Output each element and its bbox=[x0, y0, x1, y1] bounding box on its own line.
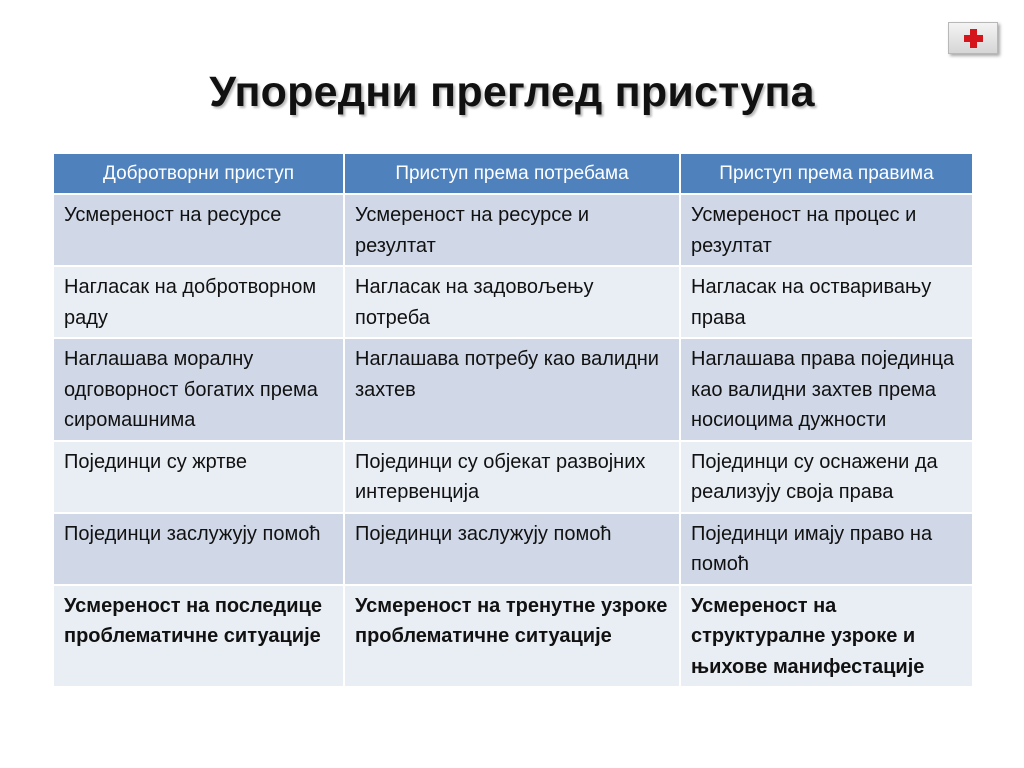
table-row-emphasis bbox=[53, 585, 973, 688]
table-cell: Појединци заслужују помоћ bbox=[344, 513, 680, 585]
table-cell: Нагласак на остваривању права bbox=[680, 266, 973, 338]
table-cell: Усмереност на структуралне узроке и њихове манифестације bbox=[680, 585, 973, 688]
table-cell: Наглашава потребу као валидни захтев bbox=[344, 338, 680, 441]
table-cell: Усмереност на тренутне узроке проблематичне ситуације bbox=[344, 585, 680, 688]
comparison-table bbox=[52, 152, 974, 688]
slide-title: Упоредни преглед приступа bbox=[209, 68, 815, 116]
table-cell: Усмереност на ресурсе bbox=[53, 194, 344, 266]
table-cell: Појединци заслужују помоћ bbox=[53, 513, 344, 585]
table-row bbox=[53, 441, 973, 513]
table-header-row bbox=[53, 153, 973, 194]
table-cell: Нагласак на задовољењу потреба bbox=[344, 266, 680, 338]
table-cell: Појединци су објекат развојних интервенција bbox=[344, 441, 680, 513]
table-cell: Нагласак на добротворном раду bbox=[53, 266, 344, 338]
table-row bbox=[53, 194, 973, 266]
table-cell: Усмереност на процес и резултат bbox=[680, 194, 973, 266]
table-row bbox=[53, 266, 973, 338]
red-cross-flag-icon bbox=[948, 22, 998, 54]
header-charity-approach: Добротворни приступ bbox=[53, 153, 344, 194]
cross-horizontal-bar bbox=[964, 35, 983, 42]
table-cell: Наглашава моралну одговорност богатих према сиромашнима bbox=[53, 338, 344, 441]
table-cell: Појединци имају право на помоћ bbox=[680, 513, 973, 585]
table-cell: Наглашава права појединца као валидни захтев према носиоцима дужности bbox=[680, 338, 973, 441]
table-row bbox=[53, 338, 973, 441]
table-cell: Усмереност на последице проблематичне ситуације bbox=[53, 585, 344, 688]
header-rights-approach: Приступ према правима bbox=[680, 153, 973, 194]
table-row bbox=[53, 513, 973, 585]
header-needs-approach: Приступ према потребама bbox=[344, 153, 680, 194]
table-cell: Појединци су жртве bbox=[53, 441, 344, 513]
table-cell: Појединци су оснажени да реализују своја права bbox=[680, 441, 973, 513]
table-cell: Усмереност на ресурсе и резултат bbox=[344, 194, 680, 266]
